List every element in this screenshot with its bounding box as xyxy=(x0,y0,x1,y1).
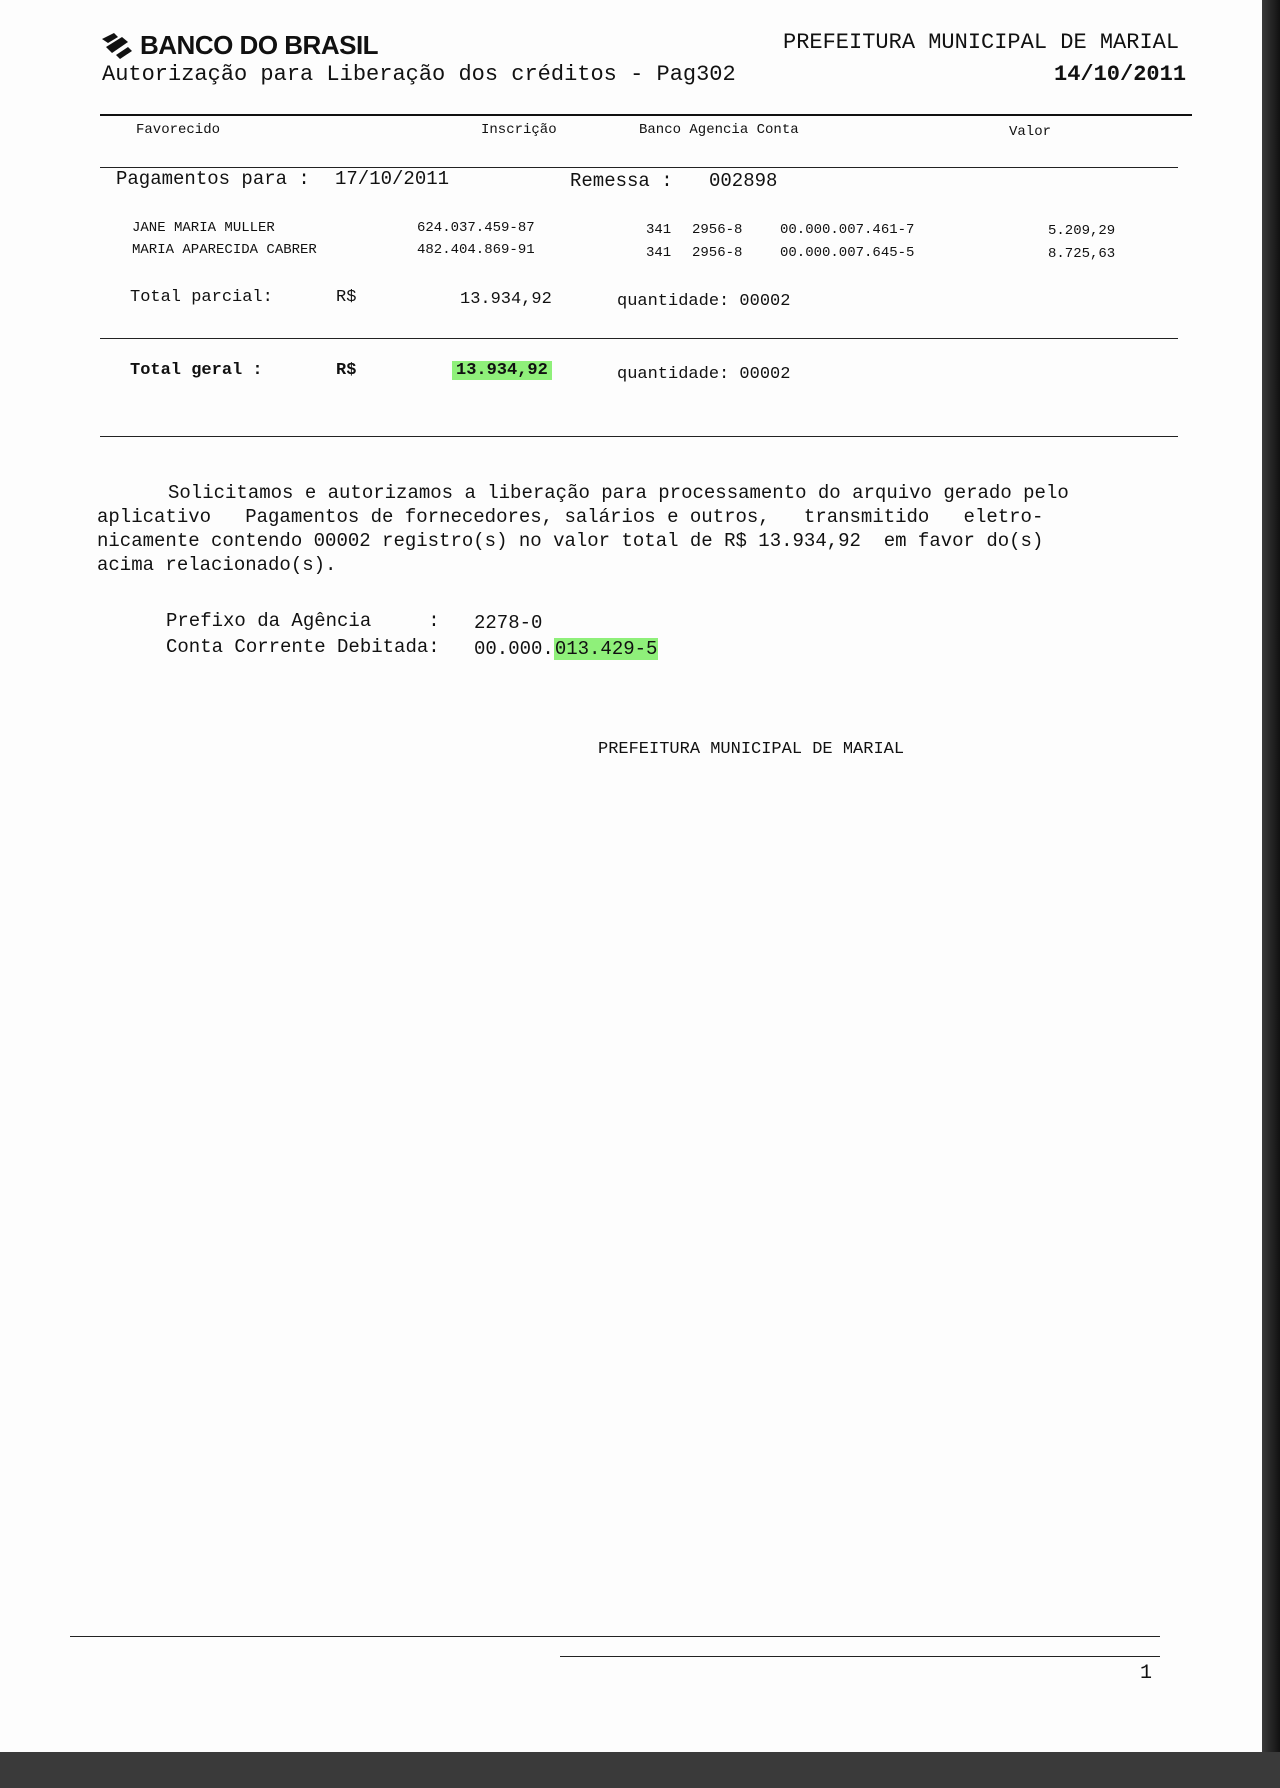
account-value-prefix: 00.000. xyxy=(474,638,554,660)
row-inscricao: 482.404.869-91 xyxy=(417,242,535,258)
authorization-line-3: nicamente contendo 00002 registro(s) no valor total de R$ 13.934,92 em favor do(s) xyxy=(97,530,1044,552)
row-valor: 8.725,63 xyxy=(1048,246,1116,262)
row-valor: 5.209,29 xyxy=(1048,223,1116,239)
row-conta: 00.000.007.645-5 xyxy=(780,245,915,261)
subtotal-value: 13.934,92 xyxy=(460,290,552,309)
row-banco: 341 xyxy=(646,245,672,261)
grand-total-highlight: 13.934,92 xyxy=(452,361,552,380)
row-conta: 00.000.007.461-7 xyxy=(780,222,915,238)
agency-prefix-label: Prefixo da Agência : xyxy=(166,610,440,632)
column-header-favorecido: Favorecido xyxy=(136,122,221,138)
document-title: Autorização para Liberação dos créditos - Pag302 xyxy=(102,62,736,87)
subtotal-currency: R$ xyxy=(336,288,357,307)
authorization-line-4: acima relacionado(s). xyxy=(97,554,337,576)
grand-total-value xyxy=(452,361,552,380)
column-header-inscricao: Inscrição xyxy=(481,122,557,138)
authorization-line-1: Solicitamos e autorizamos a liberação para processamento do arquivo gerado pelo xyxy=(168,482,1069,504)
scan-edge-bottom xyxy=(0,1752,1280,1788)
bank-name: BANCO DO BRASIL xyxy=(140,30,379,60)
subtotal-divider xyxy=(100,338,1178,339)
row-agencia: 2956-8 xyxy=(692,245,743,261)
header-divider xyxy=(100,114,1192,116)
account-label: Conta Corrente Debitada: xyxy=(166,636,440,658)
row-banco: 341 xyxy=(646,222,672,238)
subtotal-quantity: quantidade: 00002 xyxy=(617,292,791,311)
grand-total-quantity: quantidade: 00002 xyxy=(617,365,791,384)
column-header-banco-agencia-conta: Banco Agencia Conta xyxy=(639,122,799,138)
document-date: 14/10/2011 xyxy=(1054,62,1187,87)
subtotal-label: Total parcial: xyxy=(130,288,273,307)
footer-divider-secondary xyxy=(560,1656,1160,1657)
row-favorecido: MARIA APARECIDA CABRER xyxy=(132,242,317,258)
grand-total-label: Total geral : xyxy=(130,361,263,380)
organization-header: PREFEITURA MUNICIPAL DE MARIAL xyxy=(783,30,1180,55)
authorization-line-2: aplicativo Pagamentos de fornecedores, salários e outros, transmitido eletro- xyxy=(97,506,1044,528)
footer-divider xyxy=(70,1636,1160,1637)
row-favorecido: JANE MARIA MULLER xyxy=(132,220,275,236)
remessa-label: Remessa : xyxy=(570,170,673,192)
bank-logo xyxy=(100,30,378,61)
grand-total-divider xyxy=(100,436,1178,437)
account-value-highlight: 013.429-5 xyxy=(554,638,658,660)
payments-date: 17/10/2011 xyxy=(335,168,450,190)
account-value xyxy=(474,638,658,660)
remessa-number: 002898 xyxy=(709,170,778,192)
row-inscricao: 624.037.459-87 xyxy=(417,220,535,236)
grand-total-currency: R$ xyxy=(336,361,357,380)
column-header-valor: Valor xyxy=(1009,124,1052,140)
page-number: 1 xyxy=(1140,1662,1153,1685)
signature-organization: PREFEITURA MUNICIPAL DE MARIAL xyxy=(598,740,905,759)
payments-label: Pagamentos para : xyxy=(116,168,310,190)
agency-prefix-value: 2278-0 xyxy=(474,612,543,634)
row-agencia: 2956-8 xyxy=(692,222,743,238)
scan-edge-right xyxy=(1262,0,1280,1788)
banco-do-brasil-logo-icon xyxy=(100,33,134,59)
